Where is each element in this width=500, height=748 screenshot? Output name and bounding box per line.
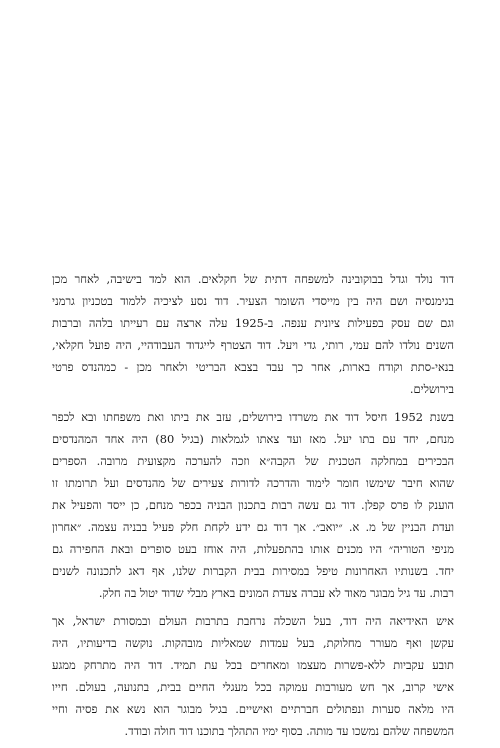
text-line: המשפחה שלהם נמשכו עד מותה. בסוף ימיו התהלך בתוכנו דוד חולה ובודד. bbox=[124, 724, 454, 738]
text-line: איש האידיאה היה דוד, בעל השכלה נרחבת בתרבות העולם ובמסורת ישראל, אך bbox=[52, 614, 454, 628]
text-line: הבכירים במחלקה הטכנית של הקבה״א וזכה להערכה מקצועית מרובה. הספרים bbox=[52, 454, 454, 468]
paragraph-3 bbox=[52, 610, 454, 742]
paragraph-1 bbox=[52, 268, 454, 400]
text-line: תובע עקביות ללא-פשרות מעצמו ומאחרים בכל עת תמיד. דוד היה מתרחק ממגע bbox=[52, 658, 454, 672]
text-line: עקשן ואף מעורר מחלוקת, בעל עמדות שמאליות מובהקות. נוקשה בדיעותיו, היה bbox=[52, 636, 454, 650]
text-line: השנים נולדו להם עמי, רותי, גדי ויעל. דוד הצטרף לייגדוד העבודהיי, היה פועל חקלאי, bbox=[52, 338, 454, 352]
text-line: בירושלים. bbox=[409, 382, 454, 396]
body-text bbox=[52, 268, 454, 748]
text-line: בנאי-סתת וקודח בארות, אחר כך עבד בצבא הבריטי ולאחר מכן - כמהנדס פרטי bbox=[52, 360, 454, 374]
text-line: וגם שם עסק בפעילות ציונית ענפה. ב-1925 עלה ארצה עם רעייתו בלהה וברבות bbox=[52, 316, 454, 330]
text-line: מנחם, יחד עם בתו יעל. מאז ועד צאתו לגמלאות (בגיל 80) היה אחד המהנדסים bbox=[52, 432, 454, 446]
text-line: ועדת הבניין של מ. א. ״יואב״. אך דוד גם ידע לקחת חלק פעיל בבניה עצמה. ״אחרון bbox=[52, 520, 454, 534]
text-line: בשנת 1952 חיסל דוד את משרדו בירושלים, עזב את ביתו ואת משפחתו ובא לכפר bbox=[52, 410, 454, 424]
text-line: דוד נולד וגדל בבוקובינה למשפחה דתית של חקלאים. הוא למד בישיבה, לאחר מכן bbox=[52, 272, 454, 286]
text-line: הוענק לו פרס קפלן. דוד גם עשה רבות בתכנון הבניה בכפר מנחם, כן ייסד והפעיל את bbox=[52, 498, 454, 512]
text-line: אישי קרוב, אך חש מעורבות עמוקה בכל מעגלי החיים בבית, בתנועה, בעולם. חייו bbox=[52, 680, 454, 694]
text-line: היו מלאה סערות ונפתולים חברתיים ואישיים. בגיל מבוגר הוא נשא את פסיה וחיי bbox=[52, 702, 454, 716]
text-line: מניפי הטוריה״ היו מכנים אותו בהתפעלות, היה אוחז בעט סופרים ובאת החפירה גם bbox=[52, 542, 454, 556]
paragraph-2 bbox=[52, 406, 454, 604]
text-line: רבות. עד גיל מבוגר מאוד לא עברה צעדת המונים בארץ מבלי שדוד יטול בה חלק. bbox=[98, 586, 454, 600]
text-line: בגימנסיה ושם היה בין מייסדי השומר הצעיר. דוד נסע לציכיה ללמוד בטכניון גרמני bbox=[52, 294, 454, 308]
text-line: יחד. בשנותיו האחרונות טיפל במסירות בבית הקברות שלנו, אף דאג לתכנונה לשנים bbox=[52, 564, 454, 578]
text-line: שהוא חיבר שימשו חומר לימוד והדרכה לדורות צעירים של מהנדסים ועל תרומתו זו bbox=[52, 476, 454, 490]
